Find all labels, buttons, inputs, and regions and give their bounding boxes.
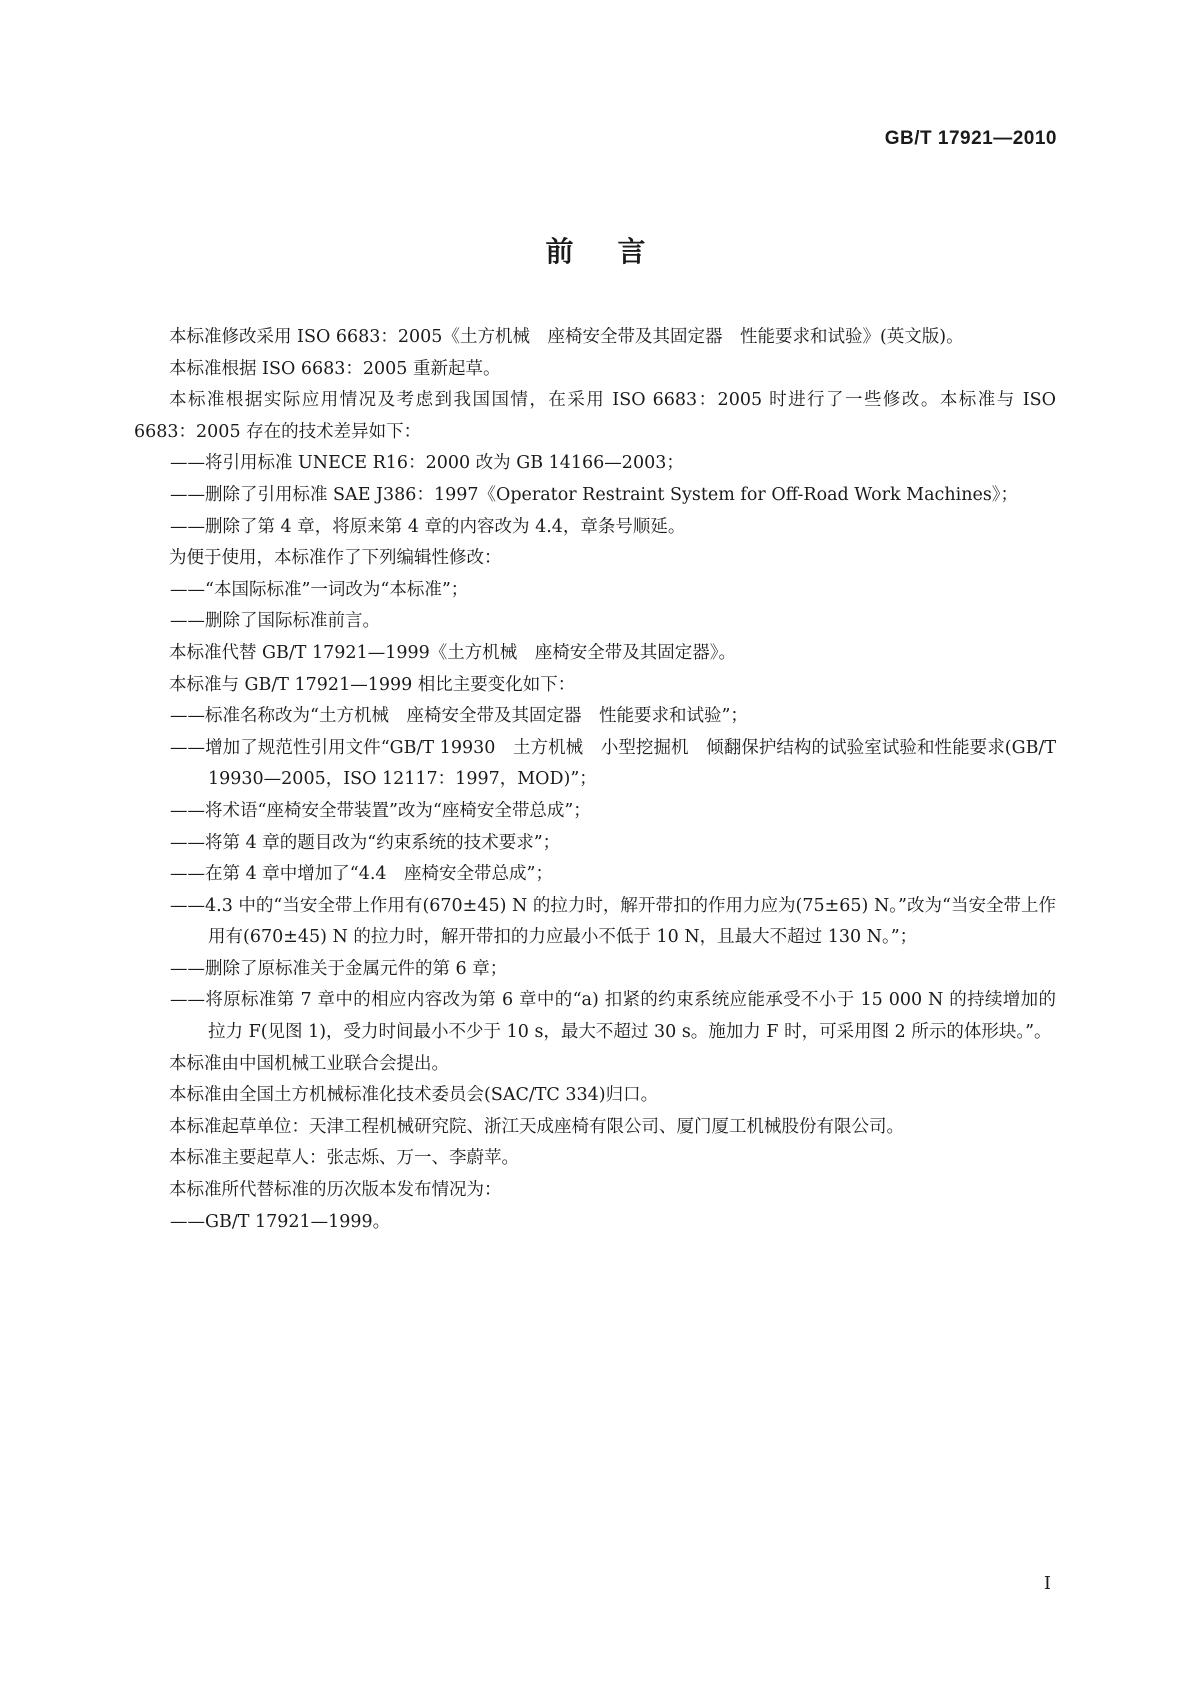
list-item: ——增加了规范性引用文件“GB/T 19930 土方机械 小型挖掘机 倾翻保护结构的试验室试验和性能要求(GB/T 19930—2005，ISO 12117：1997，MOD)”；	[170, 737, 1056, 790]
paragraph: 本标准根据实际应用情况及考虑到我国国情，在采用 ISO 6683：2005 时进行了一些修改。本标准与 ISO 6683：2005 存在的技术差异如下：	[134, 390, 1056, 442]
paragraph: 为便于使用，本标准作了下列编辑性修改：	[169, 548, 502, 569]
list-item: ——将引用标准 UNECE R16：2000 改为 GB 14166—2003；	[170, 453, 684, 474]
list-item: ——将第 4 章的题目改为“约束系统的技术要求”；	[170, 832, 561, 853]
list-item: ——删除了原标准关于金属元件的第 6 章；	[170, 958, 508, 979]
list-item: ——“本国际标准”一词改为“本标准”；	[170, 579, 469, 600]
paragraph: 本标准与 GB/T 17921—1999 相比主要变化如下：	[169, 674, 576, 695]
list-item: ——删除了引用标准 SAE J386：1997《Operator Restraint System for Off-Road Work Machines》；	[170, 484, 1019, 505]
paragraph: 本标准修改采用 ISO 6683：2005《土方机械 座椅安全带及其固定器 性能要求和试验》(英文版)。	[169, 327, 964, 347]
standard-number: GB/T 17921—2010	[884, 128, 1057, 149]
paragraph: 本标准起草单位：天津工程机械研究院、浙江天成座椅有限公司、厦门厦工机械股份有限公司。	[169, 1116, 904, 1137]
list-item: ——将术语“座椅安全带装置”改为“座椅安全带总成”；	[170, 800, 591, 821]
list-item: ——删除了国际标准前言。	[170, 611, 380, 632]
list-item: ——删除了第 4 章，将原来第 4 章的内容改为 4.4，章条号顺延。	[170, 516, 686, 537]
list-item: ——GB/T 17921—1999。	[170, 1211, 391, 1232]
page-title: 前言	[545, 235, 690, 268]
foreword-body	[134, 322, 1056, 1238]
paragraph: 本标准代替 GB/T 17921—1999《土方机械 座椅安全带及其固定器》。	[169, 642, 736, 663]
paragraph: 本标准由中国机械工业联合会提出。	[169, 1053, 449, 1074]
list-item: ——标准名称改为“土方机械 座椅安全带及其固定器 性能要求和试验”；	[170, 706, 748, 727]
list-item: ——4.3 中的“当安全带上作用有(670±45) N 的拉力时，解开带扣的作用力应为(75±65) N。”改为“当安全带上作用有(670±45) N 的拉力时，解开带扣的力应最小不低于 10 N，且最大不超过 130 N。”；	[170, 895, 1056, 948]
list-item: ——将原标准第 7 章中的相应内容改为第 6 章中的“a) 扣紧的约束系统应能承受不小于 15 000 N 的持续增加的拉力 F(见图 1)，受力时间最小不少于 10 s，最大不超过 30 s。施加力 F 时，可采用图 2 所示的体形块。”。	[170, 990, 1056, 1043]
list-item: ——在第 4 章中增加了“4.4 座椅安全带总成”；	[170, 864, 553, 885]
paragraph: 本标准主要起草人：张志烁、万一、李蔚苹。	[169, 1148, 519, 1169]
paragraph: 本标准由全国土方机械标准化技术委员会(SAC/TC 334)归口。	[169, 1085, 659, 1106]
paragraph: 本标准所代替标准的历次版本发布情况为：	[169, 1180, 502, 1201]
page-number: I	[1043, 1573, 1051, 1594]
paragraph: 本标准根据 ISO 6683：2005 重新起草。	[169, 358, 501, 379]
